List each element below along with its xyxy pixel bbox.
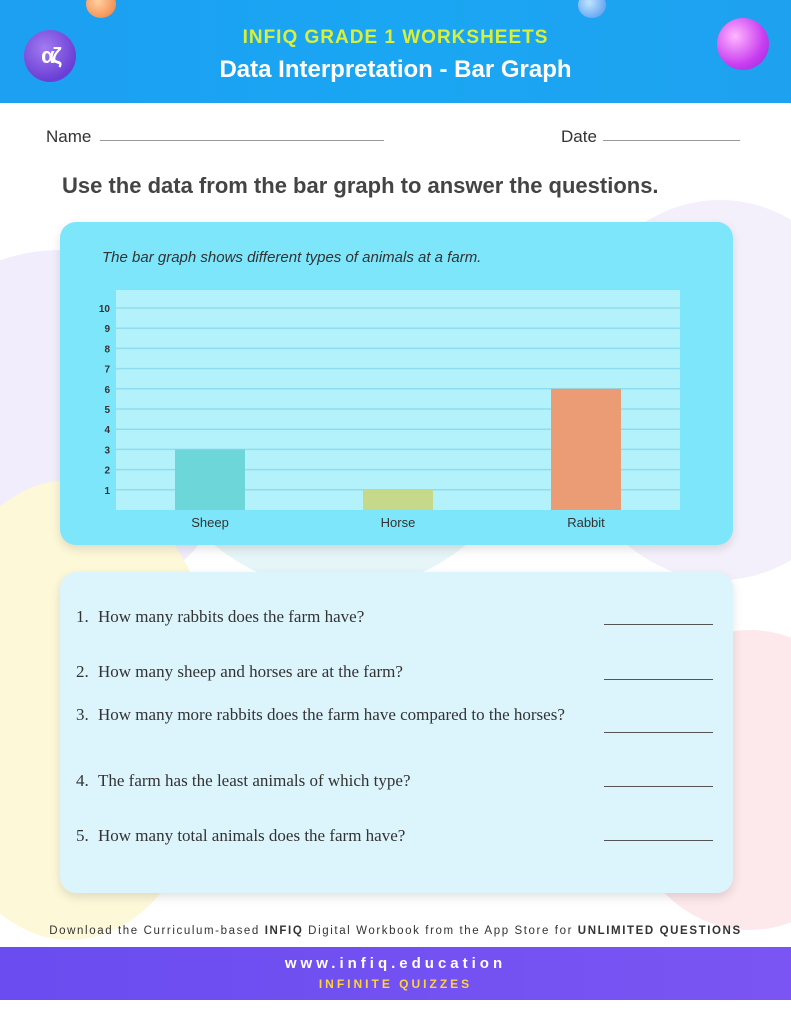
x-category-label: Rabbit [567,515,605,530]
download-prefix: Download the Curriculum-based [49,925,265,937]
footer-tagline: INFINITE QUIZZES [318,977,473,991]
worksheet-header [0,0,791,103]
answer-line-3[interactable] [604,732,713,733]
chart-caption: The bar graph shows different types of animals at a farm. [102,249,482,266]
question-text: How many rabbits does the farm have? [98,607,365,626]
bar-rabbit [551,389,621,510]
x-category-label: Sheep [191,515,229,530]
question-text: How many more rabbits does the farm have compared to the horses? [98,705,565,724]
questions-card [60,572,733,893]
y-tick-label: 3 [104,445,110,457]
name-label: Name [46,127,92,146]
question-number: 2. [76,662,89,681]
infiq-logo: αζ [24,30,76,82]
answer-line-5[interactable] [604,840,713,841]
question-text: How many sheep and horses are at the farm? [98,662,403,681]
worksheet-series: INFIQ GRADE 1 WORKSHEETS [242,27,549,48]
x-category-label: Horse [380,515,416,530]
question-number: 5. [76,826,89,845]
decorative-ball-icon [86,0,116,18]
date-write-line [603,140,740,141]
download-middle: Digital Workbook from the App Store for [303,925,578,937]
answer-line-4[interactable] [604,786,713,787]
question-text: How many total animals does the farm have? [98,826,406,845]
question-number: 3. [76,705,89,724]
date-label: Date [561,127,597,146]
decorative-ball-icon [578,0,606,18]
answer-line-1[interactable] [604,624,713,625]
answer-line-2[interactable] [604,679,713,680]
y-tick-label: 4 [104,425,110,437]
question-number: 1. [76,607,89,626]
y-tick-label: 8 [104,344,110,356]
bar-sheep [175,449,245,510]
worksheet-title: Data Interpretation - Bar Graph [219,56,572,83]
footer-url[interactable]: www.infiq.education [284,955,507,972]
y-tick-label: 1 [104,485,110,497]
question-text: The farm has the least animals of which type? [98,771,411,790]
y-tick-label: 5 [104,405,110,416]
bar-chart [60,222,733,545]
download-emphasis: UNLIMITED QUESTIONS [577,925,742,937]
download-banner-text [0,925,791,937]
y-tick-label: 9 [104,324,110,336]
y-tick-label: 2 [104,465,110,477]
download-brand: INFIQ [264,925,304,937]
y-tick-label: 6 [104,384,110,396]
name-write-line [100,140,384,141]
chart-card [60,222,733,545]
y-tick-label: 7 [104,364,110,376]
bar-horse [363,490,433,510]
y-tick-label: 10 [98,304,110,315]
question-number: 4. [76,771,89,790]
instruction-heading: Use the data from the bar graph to answer the questions. [62,173,659,198]
footer-bar [0,947,791,1000]
